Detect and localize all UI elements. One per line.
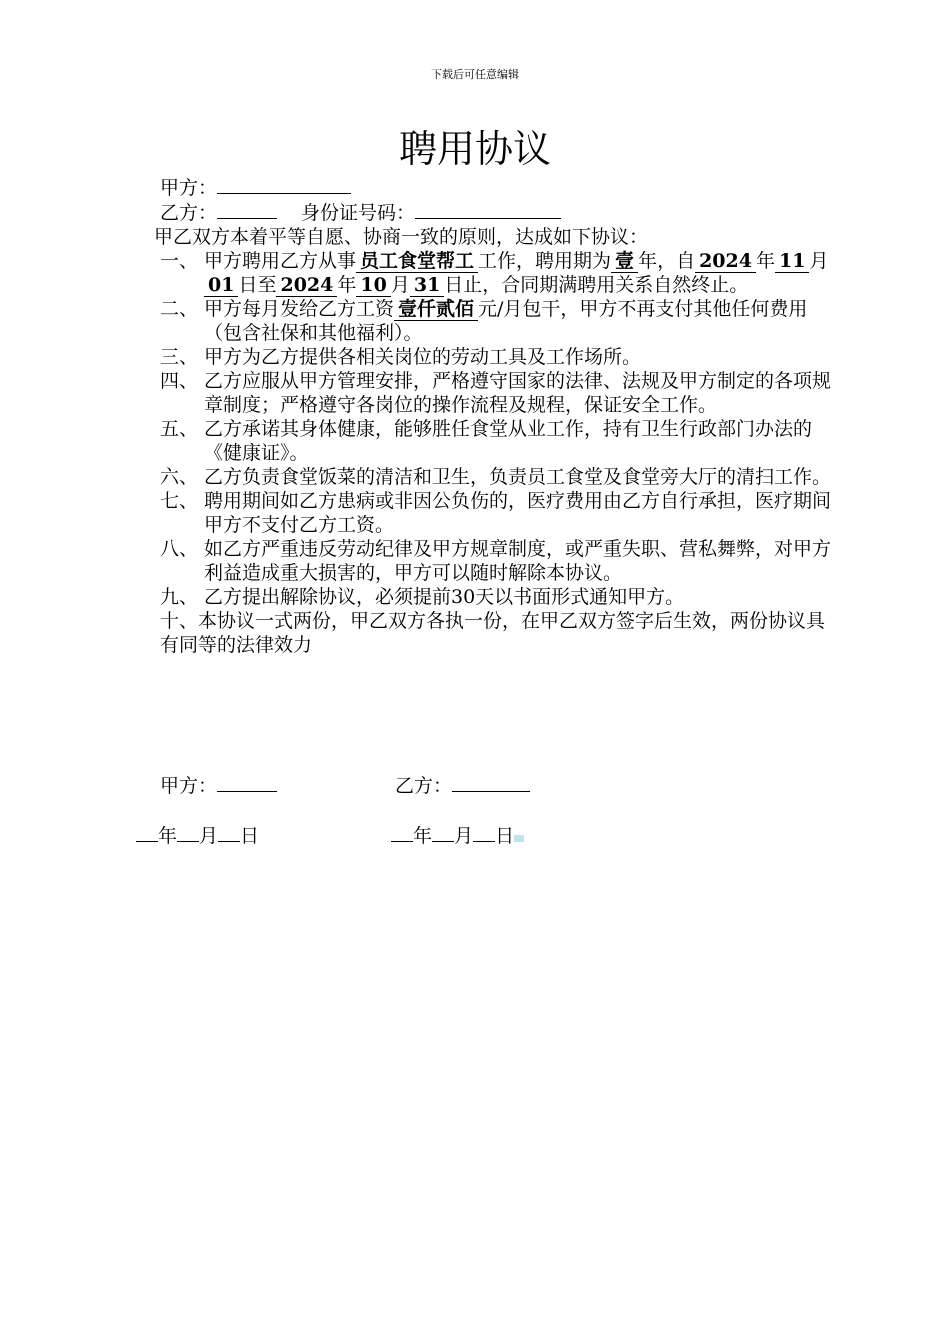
clause-2 (160, 297, 840, 345)
clause-number: 三、 (160, 346, 199, 368)
end-year: 2024 (276, 274, 337, 297)
date-year-label: 年 (158, 825, 178, 847)
text-cursor-marker (514, 835, 524, 842)
party-a-label: 甲方： (160, 177, 218, 199)
clause-text: 甲方聘用乙方从事 员工食堂帮工 工作，聘用期为 壹 年，自 2024 年 11 月01 日至 2024 年 10 月 31 日止，合同期满聘用关系自然终止。 (204, 250, 829, 296)
date-a-month-blank[interactable] (177, 823, 199, 842)
clause-text: 如乙方严重违反劳动纪律及甲方规章制度，或严重失职、营私舞弊，对甲方利益造成重大损害的，甲方可以随时解除本协议。 (204, 538, 832, 584)
date-a-day-blank[interactable] (218, 823, 240, 842)
party-b-blank[interactable] (217, 200, 277, 219)
clause-text: 乙方负责食堂饭菜的清洁和卫生，负责员工食堂及食堂旁大厅的清扫工作。 (204, 466, 832, 488)
clause-7 (160, 489, 840, 537)
clause-number: 六、 (160, 466, 199, 488)
clause-text: 聘用期间如乙方患病或非因公负伤的，医疗费用由乙方自行承担，医疗期间甲方不支付乙方工资。 (204, 490, 832, 536)
clause-text: 乙方承诺其身体健康，能够胜任食堂从业工作，持有卫生行政部门办法的《健康证》。 (204, 418, 813, 464)
party-b-line (160, 200, 840, 225)
clause-number: 九、 (160, 586, 199, 608)
party-a-line (160, 175, 840, 200)
date-month-label: 月 (454, 825, 474, 847)
date-b-day-blank[interactable] (473, 823, 495, 842)
date-a-year-blank[interactable] (136, 823, 158, 842)
start-year: 2024 (695, 250, 756, 273)
date-year-label: 年 (413, 825, 433, 847)
party-b-label: 乙方： (160, 202, 218, 224)
clause-6 (160, 465, 840, 489)
date-b-month-blank[interactable] (432, 823, 454, 842)
clause-1 (160, 249, 840, 297)
clause-text: 乙方提出解除协议，必须提前30天以书面形式通知甲方。 (204, 586, 685, 608)
clause-3 (160, 345, 840, 369)
clause-10: 十、本协议一式两份，甲乙双方各执一份，在甲乙双方签字后生效，两份协议具有同等的法律效力 (160, 610, 826, 656)
document-title: 聘用协议 (398, 127, 551, 171)
date-day-label: 日 (495, 825, 515, 847)
clause-number: 一、 (160, 250, 199, 272)
sign-b-label: 乙方： (395, 775, 453, 797)
clause-number: 八、 (160, 538, 199, 560)
date-month-label: 月 (199, 825, 219, 847)
id-label: 身份证号码： (301, 202, 416, 224)
sign-a-blank[interactable] (217, 773, 277, 792)
clause-text: 甲方每月发给乙方工资 壹仟贰佰 元/月包干，甲方不再支付其他任何费用（包含社保和其他福利）。 (204, 298, 808, 344)
clause-8 (160, 537, 840, 585)
agreement-body (154, 175, 840, 657)
clause-number: 四、 (160, 370, 199, 392)
sign-a-label: 甲方： (160, 775, 218, 797)
clause-number: 七、 (160, 490, 199, 512)
job-field: 员工食堂帮工 (356, 250, 478, 273)
end-day: 31 (410, 274, 444, 297)
signature-row (160, 773, 530, 798)
date-day-label: 日 (240, 825, 260, 847)
clause-number: 五、 (160, 418, 199, 440)
term-field: 壹 (611, 250, 638, 273)
start-month: 11 (775, 250, 809, 273)
start-day: 01 (204, 274, 238, 297)
id-blank[interactable] (415, 200, 561, 219)
clause-4 (160, 369, 840, 417)
clause-9 (160, 585, 840, 609)
clause-number: 二、 (160, 298, 199, 320)
sign-b-blank[interactable] (452, 773, 530, 792)
clause-text: 甲方为乙方提供各相关岗位的劳动工具及工作场所。 (204, 346, 642, 368)
party-a-blank[interactable] (217, 175, 351, 194)
clause-text: 乙方应服从甲方管理安排，严格遵守国家的法律、法规及甲方制定的各项规章制度；严格遵守各岗位的操作流程及规程，保证安全工作。 (204, 370, 832, 416)
end-month: 10 (356, 274, 390, 297)
date-row (136, 823, 524, 848)
page-header: 下载后可任意编辑 (431, 68, 519, 81)
clause-5 (160, 417, 840, 465)
date-b-year-blank[interactable] (391, 823, 413, 842)
salary-field: 壹仟贰佰 (394, 298, 478, 321)
intro-text: 甲乙双方本着平等自愿、协商一致的原则，达成如下协议： (154, 226, 649, 248)
